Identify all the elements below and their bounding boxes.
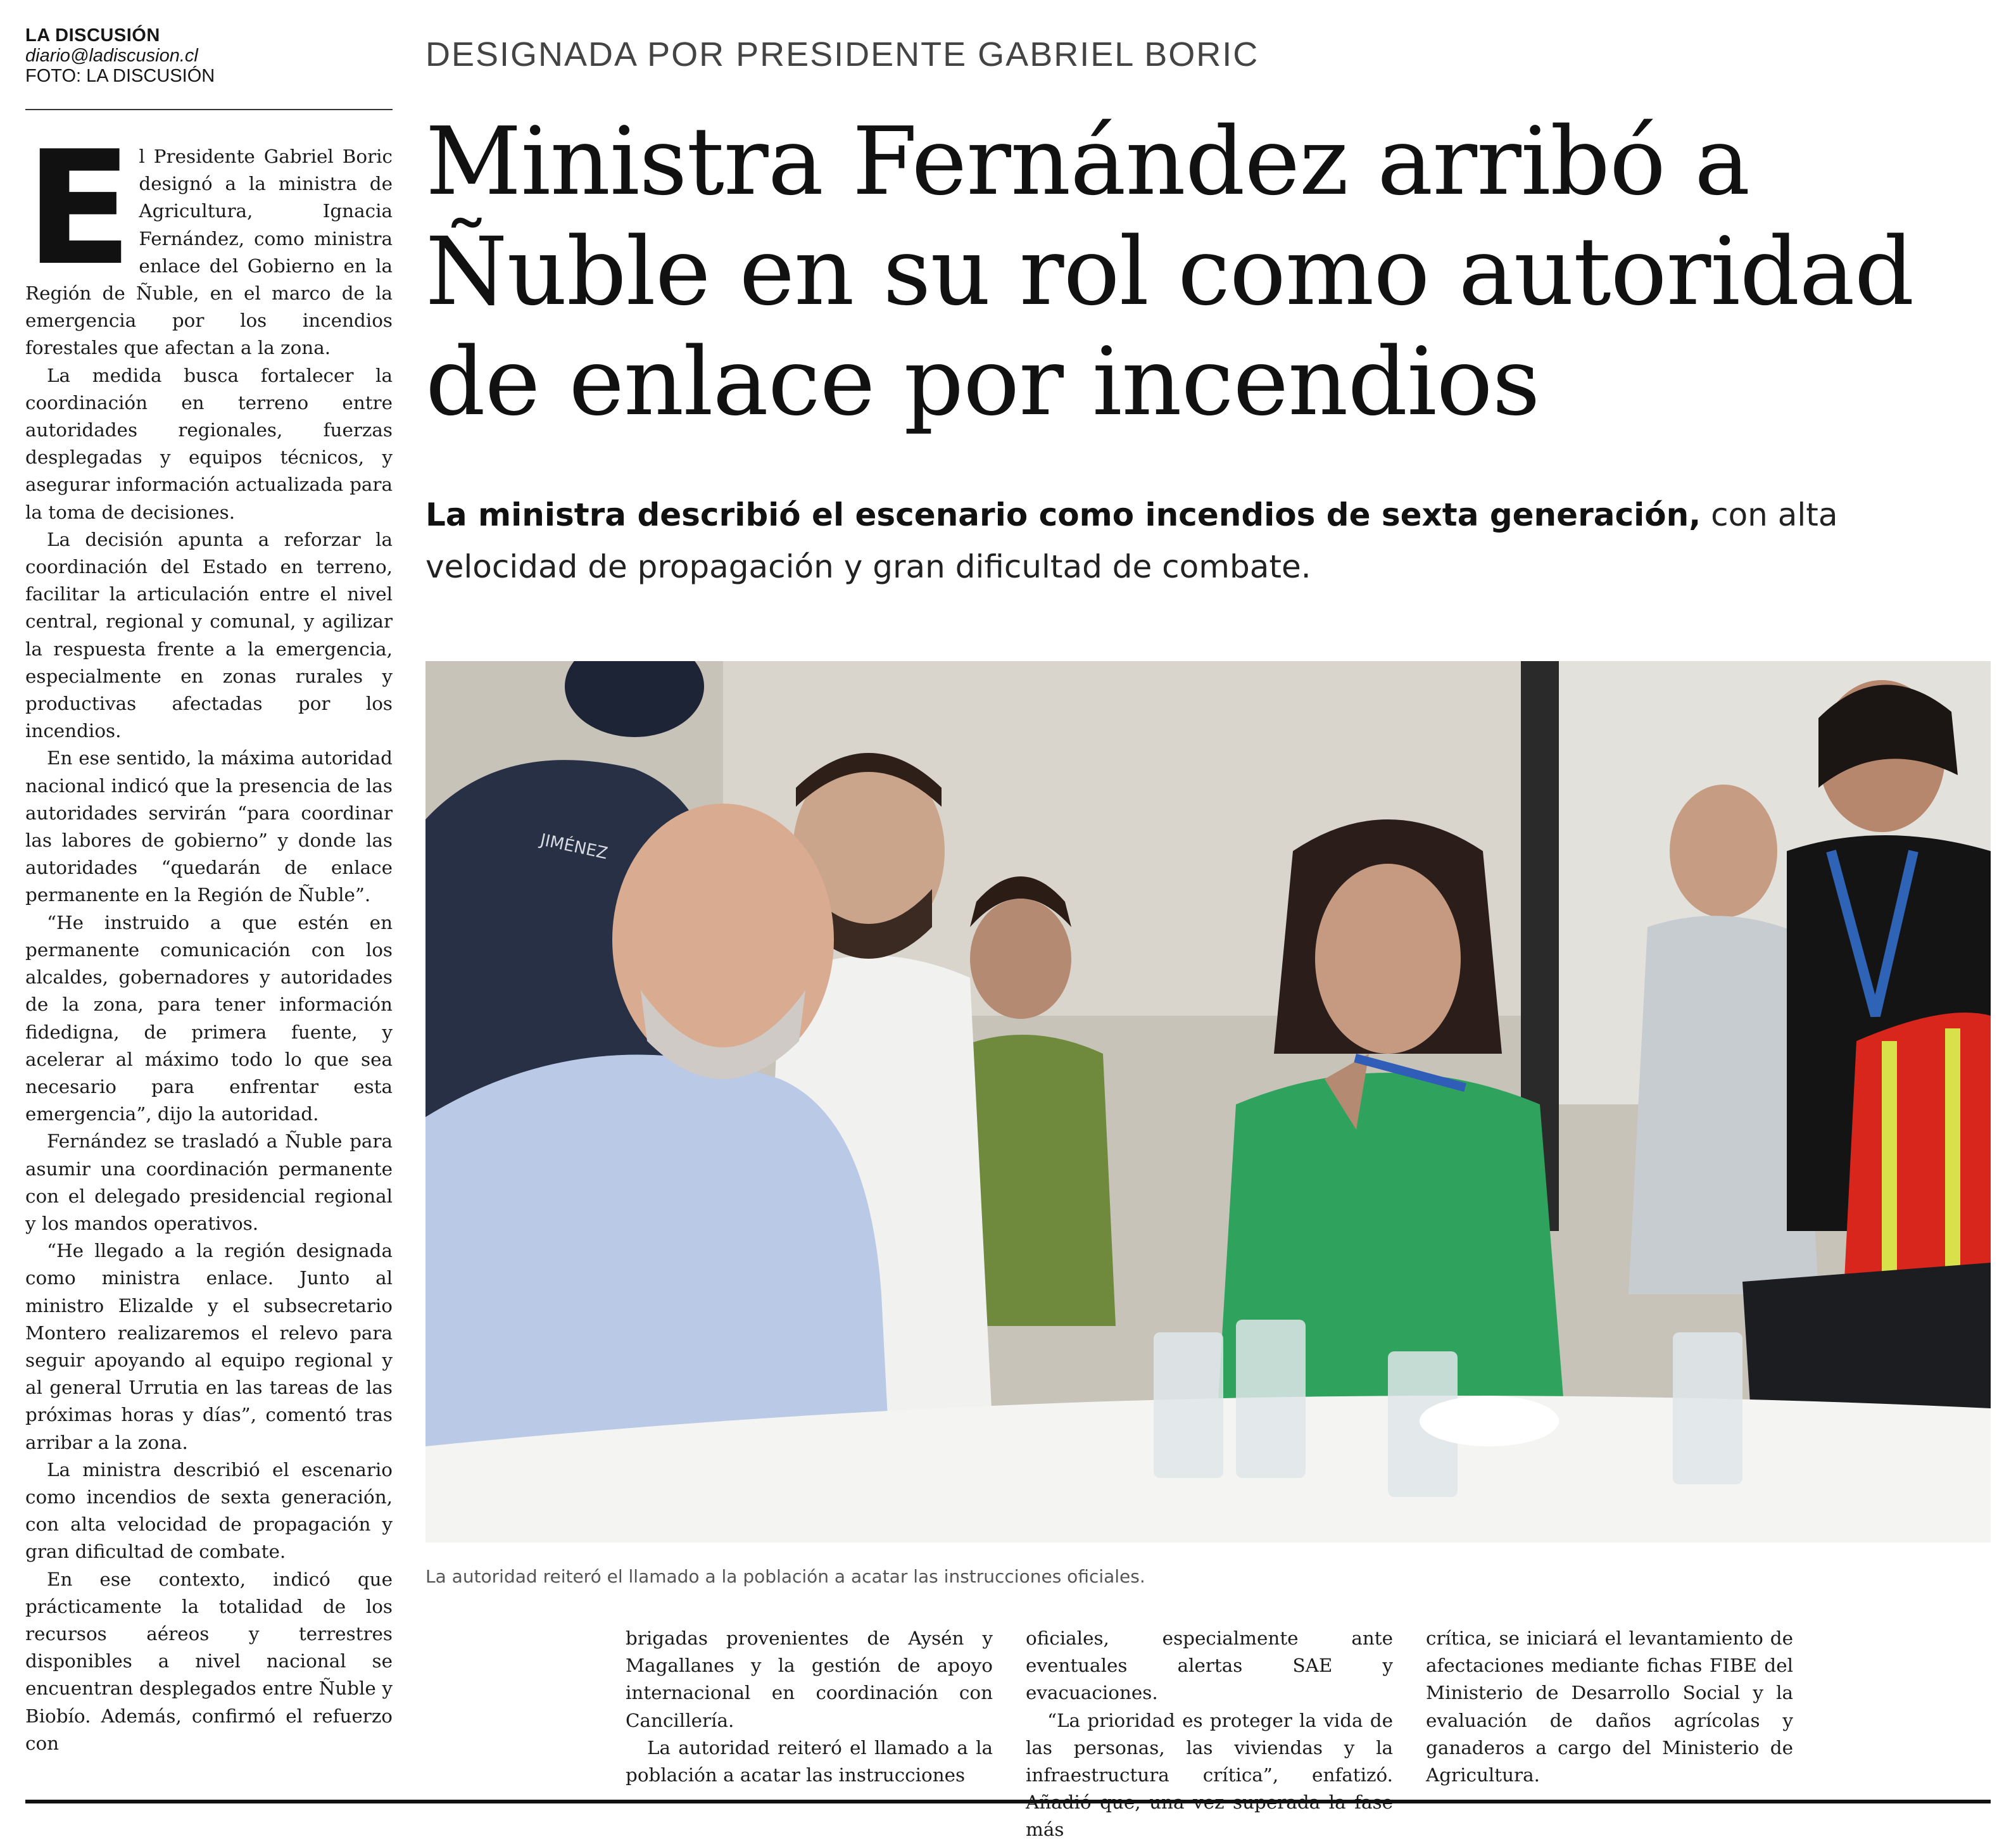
article-column-4 — [1426, 1625, 1793, 1789]
deck-bold: La ministra describió el escenario como incendios de sexta generación, — [425, 496, 1701, 533]
paragraph: En ese sentido, la máxima autoridad nacional indicó que la presencia de las autoridades servirán “para coordinar las labores de gobierno” y donde las autoridades “quedarán de enlace permanente en la Región de Ñuble”. — [25, 747, 393, 906]
paragraph: La medida busca fortalecer la coordinación en terreno entre autoridades regionales, fuerzas desplegadas y equipos técnicos, y asegurar información actualizada para la toma de decisiones. — [25, 364, 393, 523]
vest-label: JIMÉNEZ — [538, 830, 610, 864]
paragraph: La decisión apunta a reforzar la coordinación del Estado en terreno, facilitar la articulación entre el nivel central, regional y comunal, y agilizar la respuesta frente a la emergencia, especialmente en zonas rurales y productivas afectadas por los incendios. — [25, 528, 393, 742]
paragraph: La autoridad reiteró el llamado a la población a acatar las instrucciones — [626, 1736, 993, 1786]
paragraph: Fernández se trasladó a Ñuble para asumir una coordinación permanente con el delegado presidencial regional y los mandos operativos. — [25, 1130, 393, 1234]
headline-line: Ministra Fernández arribó a — [425, 107, 1750, 216]
meeting-scene-image — [425, 661, 1991, 1543]
paragraph: “He llegado a la región designada como ministra enlace. Junto al ministro Elizalde y el subsecretario Montero realizaremos el relevo para seguir apoyando al equipo regional y al general Urrutia en las tareas de las próximas horas y días”, comentó tras arribar a la zona. — [25, 1240, 393, 1453]
news-photo — [425, 661, 1991, 1543]
paragraph: oficiales, especialmente ante eventuales alertas SAE y evacuaciones. — [1026, 1627, 1393, 1704]
photo-credit: FOTO: LA DISCUSIÓN — [25, 66, 215, 86]
drop-cap: E — [25, 118, 133, 300]
paragraph: brigadas provenientes de Aysén y Magallanes y la gestión de apoyo internacional en coordinación con Cancillería. — [626, 1627, 993, 1731]
paragraph: La ministra describió el escenario como incendios de sexta generación, con alta velocidad de propagación y gran dificultad de combate. — [25, 1458, 393, 1563]
article-column-2 — [626, 1625, 993, 1789]
byline — [25, 25, 393, 86]
newspaper-name: LA DISCUSIÓN — [25, 25, 160, 46]
article-column-1 — [25, 118, 393, 1757]
deck — [425, 489, 1989, 593]
headline-line: de enlace por incendios — [425, 327, 1540, 436]
page-bottom-rule — [25, 1800, 1991, 1803]
byline-divider — [25, 109, 393, 110]
photo-caption: La autoridad reiteró el llamado a la población a acatar las instrucciones oficiales. — [425, 1566, 1145, 1587]
headline-line: Ñuble en su rol como autoridad — [425, 217, 1914, 326]
paragraph: l Presidente Gabriel Boric designó a la ministra de Agricultura, Ignacia Fernández, como ministra enlace del Gobierno en la Región de Ñuble, en el marco de la emergencia por los incendios forestales que afectan a la zona. — [25, 146, 393, 359]
kicker: DESIGNADA POR PRESIDENTE GABRIEL BORIC — [425, 35, 1259, 73]
deck-regular: con alta velocidad de propagación y gran dificultad de combate. — [425, 496, 1838, 585]
paragraph: crítica, se iniciará el levantamiento de afectaciones mediante fichas FIBE del Ministerio de Desarrollo Social y la evaluación de daños agrícolas y ganaderos a cargo del Ministerio de Agricultura. — [1426, 1627, 1793, 1786]
paragraph: “La prioridad es proteger la vida de las personas, las viviendas y la infraestructura crítica”, enfatizó. más — [1026, 1709, 1393, 1841]
paragraph: “He instruido a que estén en permanente comunicación con los alcaldes, gobernadores y autoridades de la zona, para tener información fidedigna, de primera fuente, y acelerar al máximo todo lo que sea necesario para enfrentar esta emergencia”, dijo la autoridad. — [25, 911, 393, 1125]
paragraph: En ese contexto, indicó que prácticamente la totalidad de los recursos aéreos y terrestres disponibles a nivel nacional se encuentran desplegados entre Ñuble y Biobío. Además, confirmó el refuerzo con — [25, 1568, 393, 1754]
headline — [425, 106, 1996, 437]
author-email: diario@ladiscusion.cl — [25, 46, 198, 66]
